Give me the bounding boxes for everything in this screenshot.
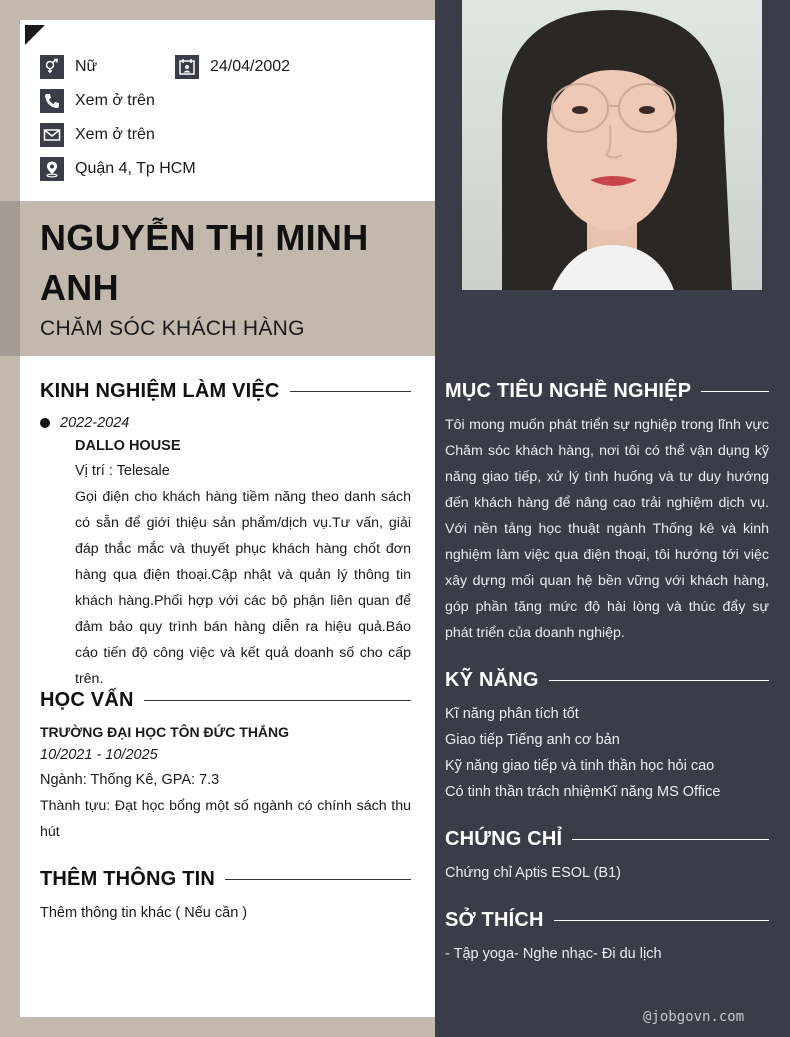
objective-heading-text: MỤC TIÊU NGHỀ NGHIỆP [445, 380, 692, 402]
certificates-heading [445, 828, 769, 851]
name-line-2: ANH [40, 267, 119, 308]
gender-value: Nữ [75, 58, 98, 75]
timeline-bullet [40, 418, 50, 428]
skill-item: Giao tiếp Tiếng anh cơ bản [445, 732, 620, 748]
hobbies-heading-text: SỞ THÍCH [445, 909, 544, 931]
certificates-heading-text: CHỨNG CHỈ [445, 828, 563, 850]
skills-heading-rule [549, 680, 769, 681]
hobbies-text: - Tập yoga- Nghe nhạc- Đi du lịch [445, 946, 662, 962]
objective-heading [445, 380, 769, 403]
more-info-text: Thêm thông tin khác ( Nếu cần ) [40, 905, 248, 921]
contact-gender [40, 55, 97, 79]
certificate-item: Chứng chỉ Aptis ESOL (B1) [445, 865, 621, 881]
objective-heading-rule [701, 391, 769, 392]
experience-heading-text: KINH NGHIỆM LÀM VIỆC [40, 380, 280, 402]
education-heading-rule [144, 700, 411, 701]
name-line-1: NGUYỄN THỊ MINH [40, 217, 369, 258]
address-value: Quận 4, Tp HCM [75, 160, 196, 177]
watermark: @jobgovn.com [643, 1009, 745, 1025]
experience-heading-rule [290, 391, 411, 392]
contact-email [40, 123, 155, 147]
education-period: 10/2021 - 10/2025 [40, 747, 158, 763]
contact-address [40, 157, 196, 181]
job-title: CHĂM SÓC KHÁCH HÀNG [40, 317, 305, 340]
skill-item: Kỹ năng giao tiếp và tinh thần học hỏi cao [445, 758, 715, 774]
candidate-name [40, 213, 430, 313]
profile-photo [462, 0, 762, 290]
more-info-heading-text: THÊM THÔNG TIN [40, 868, 216, 890]
contact-dob [175, 55, 290, 79]
gender-icon [40, 55, 64, 79]
contact-phone [40, 89, 155, 113]
experience-company: DALLO HOUSE [75, 438, 181, 454]
experience-description: Gọi điện cho khách hàng tiềm năng theo danh sách có sẵn để giới thiệu sản phẩm/dịch vụ.Tư vấn, giải đáp thắc mắc và thuyết phục khách hàng chốt đơn hàng qua điện thoại.Cập nhật và quản lý thông tin khách hàng.Phối hợp với các bộ phận liên quan để đảm bảo quy trình bán hàng diễn ra hiệu quả.Báo cáo tiến độ công việc và kết quả doanh số cho cấp trên. [75, 489, 411, 687]
more-info-heading-rule [225, 879, 411, 880]
corner-decoration [25, 25, 45, 45]
skills-heading-text: KỸ NĂNG [445, 669, 539, 691]
education-heading [40, 689, 411, 712]
education-achievement: Thành tựu: Đạt học bổng một số ngành có chính sách thu hút [40, 798, 411, 840]
education-school: TRƯỜNG ĐẠI HỌC TÔN ĐỨC THẮNG [40, 724, 290, 740]
objective-text: Tôi mong muốn phát triển sự nghiệp trong lĩnh vực Chăm sóc khách hàng, nơi tôi có thể vận dụng kỹ năng giao tiếp, xử lý tình huống và tư duy hướng đến khách hàng để nâng cao trải nghiệm dịch vụ. Với nền tảng học thuật ngành Thống kê và kinh nghiệm làm việc qua điện thoại, tôi hướng tới việc xây dựng mối quan hệ bền vững với khách hàng, góp phần tăng mức độ hài lòng và thúc đẩy sự phát triển của doanh nghiệp. [445, 417, 769, 641]
experience-heading [40, 380, 411, 403]
education-major: Ngành: Thống Kê, GPA: 7.3 [40, 772, 220, 788]
email-value: Xem ở trên [75, 126, 155, 143]
hobbies-heading-rule [554, 920, 769, 921]
phone-value: Xem ở trên [75, 92, 155, 109]
location-pin-icon [40, 157, 64, 181]
phone-icon [40, 89, 64, 113]
certificates-heading-rule [572, 839, 769, 840]
more-info-heading [40, 868, 411, 891]
name-band-accent [0, 201, 20, 356]
experience-period: 2022-2024 [60, 415, 130, 431]
dob-value: 24/04/2002 [210, 58, 291, 75]
calendar-icon [175, 55, 199, 79]
education-heading-text: HỌC VẤN [40, 689, 134, 711]
experience-position: Vị trí : Telesale [75, 463, 170, 479]
envelope-icon [40, 123, 64, 147]
skill-item: Có tinh thần trách nhiệmKĩ năng MS Office [445, 784, 721, 800]
hobbies-heading [445, 909, 769, 932]
skill-item: Kĩ năng phân tích tốt [445, 706, 579, 722]
skills-heading [445, 669, 769, 692]
